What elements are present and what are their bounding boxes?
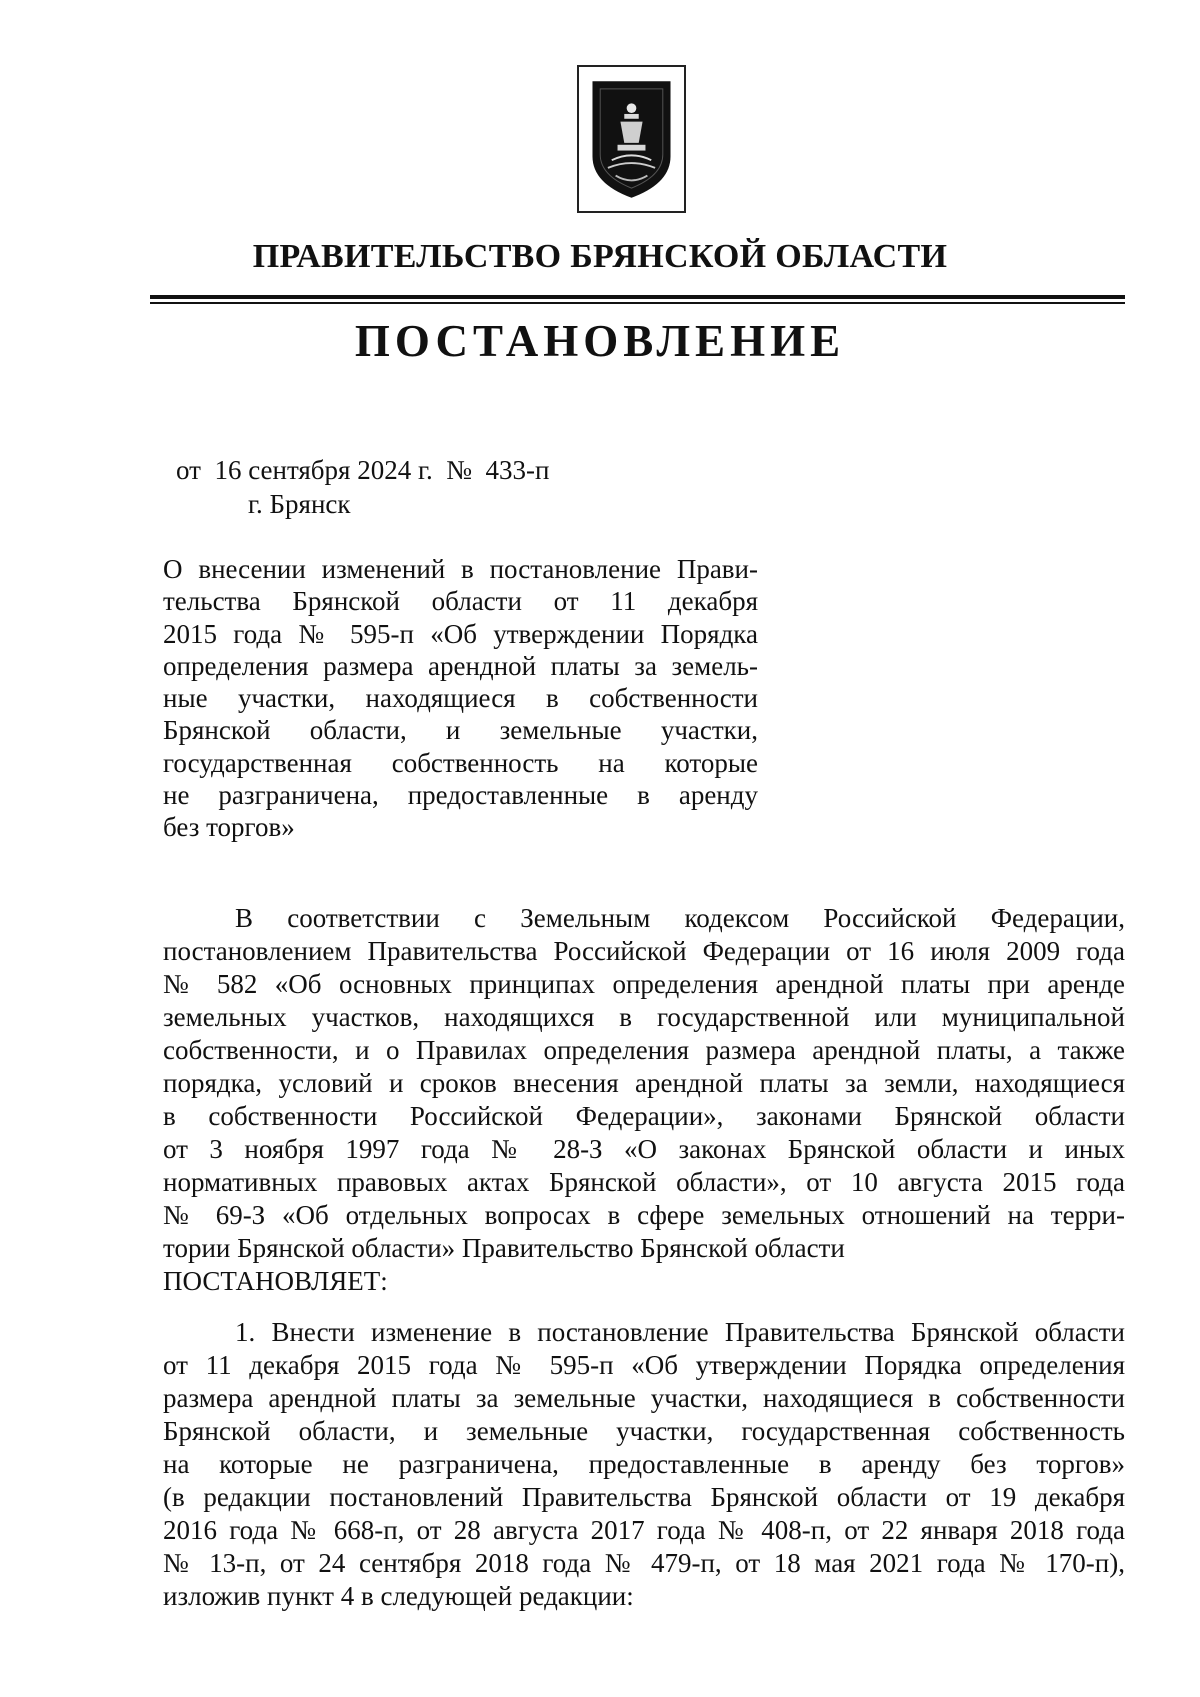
resolves-keyword: ПОСТАНОВЛЯЕТ: [163,1266,388,1296]
paragraph-line: Брянской области, и земельные участки, государственная собственность [163,1416,1125,1446]
paragraph-line: постановлением Правительства Российской Федерации от 16 июля 2009 года [163,936,1125,966]
item-1-paragraph [163,1316,1125,1613]
subject-line: 2015 года № 595-п «Об утверждении Порядка [163,618,758,649]
paragraph-line: от 3 ноября 1997 года № 28-З «О законах Брянской области и иных [163,1134,1125,1164]
subject-line: О внесении изменений в постановление Прави- [163,554,758,584]
paragraph-line: № 13-п, от 24 сентября 2018 года № 479-п, от 18 мая 2021 года № 170-п), [163,1548,1125,1578]
paragraph-line: нормативных правовых актах Брянской области», от 10 августа 2015 года [163,1167,1125,1197]
paragraph-line: размера арендной платы за земельные участки, находящиеся в собственности [163,1383,1125,1413]
subject-line: государственная собственность на которые [163,747,758,778]
subject-line: ные участки, находящиеся в собственности [163,683,758,714]
header-divider-thin [150,302,1125,304]
subject-line: не разграничена, предоставленные в аренду [163,780,758,811]
paragraph-line: в собственности Российской Федерации», законами Брянской области [163,1101,1125,1131]
subject-line: тельства Брянской области от 11 декабря [163,586,758,617]
paragraph-line: 1. Внести изменение в постановление Правительства Брянской области [235,1317,1125,1347]
paragraph-line: № 69-З «Об отдельных вопросах в сфере земельных отношений на терри- [163,1200,1125,1230]
organization-name: ПРАВИТЕЛЬСТВО БРЯНСКОЙ ОБЛАСТИ [252,238,948,275]
subject-line: определения размера арендной платы за земель- [163,650,758,681]
paragraph-line: В соответствии с Земельным кодексом Российской Федерации, [235,903,1125,933]
document-type: ПОСТАНОВЛЕНИЕ [354,316,846,366]
paragraph-line: на которые не разграничена, предоставленные в аренду без торгов» [163,1449,1125,1479]
header-divider-thick [150,295,1125,299]
paragraph-line: земельных участков, находящихся в государственной или муниципальной [163,1002,1125,1032]
paragraph-line: 2016 года № 668-п, от 28 августа 2017 года № 408-п, от 22 января 2018 года [163,1515,1125,1545]
paragraph-line: порядка, условий и сроков внесения арендной платы за земли, находящиеся [163,1068,1125,1098]
paragraph-line: от 11 декабря 2015 года № 595-п «Об утверждении Порядка определения [163,1350,1125,1380]
paragraph-line: изложив пункт 4 в следующей редакции: [163,1581,634,1611]
subject-line: без торгов» [163,812,295,843]
paragraph-line: (в редакции постановлений Правительства Брянской области от 19 декабря [163,1482,1125,1512]
paragraph-line: тории Брянской области» Правительство Брянской области [163,1233,845,1263]
paragraph-line: собственности, и о Правилах определения размера арендной платы, а также [163,1035,1125,1065]
document-subject [163,553,758,844]
preamble-paragraph [163,902,1125,1298]
document-date-number: от 16 сентября 2024 г. № 433-п [176,455,550,485]
subject-line: Брянской области, и земельные участки, [163,715,758,746]
document-city: г. Брянск [248,489,351,519]
paragraph-line: № 582 «Об основных принципах определения арендной платы при аренде [163,969,1125,999]
coat-of-arms-icon [577,65,686,213]
